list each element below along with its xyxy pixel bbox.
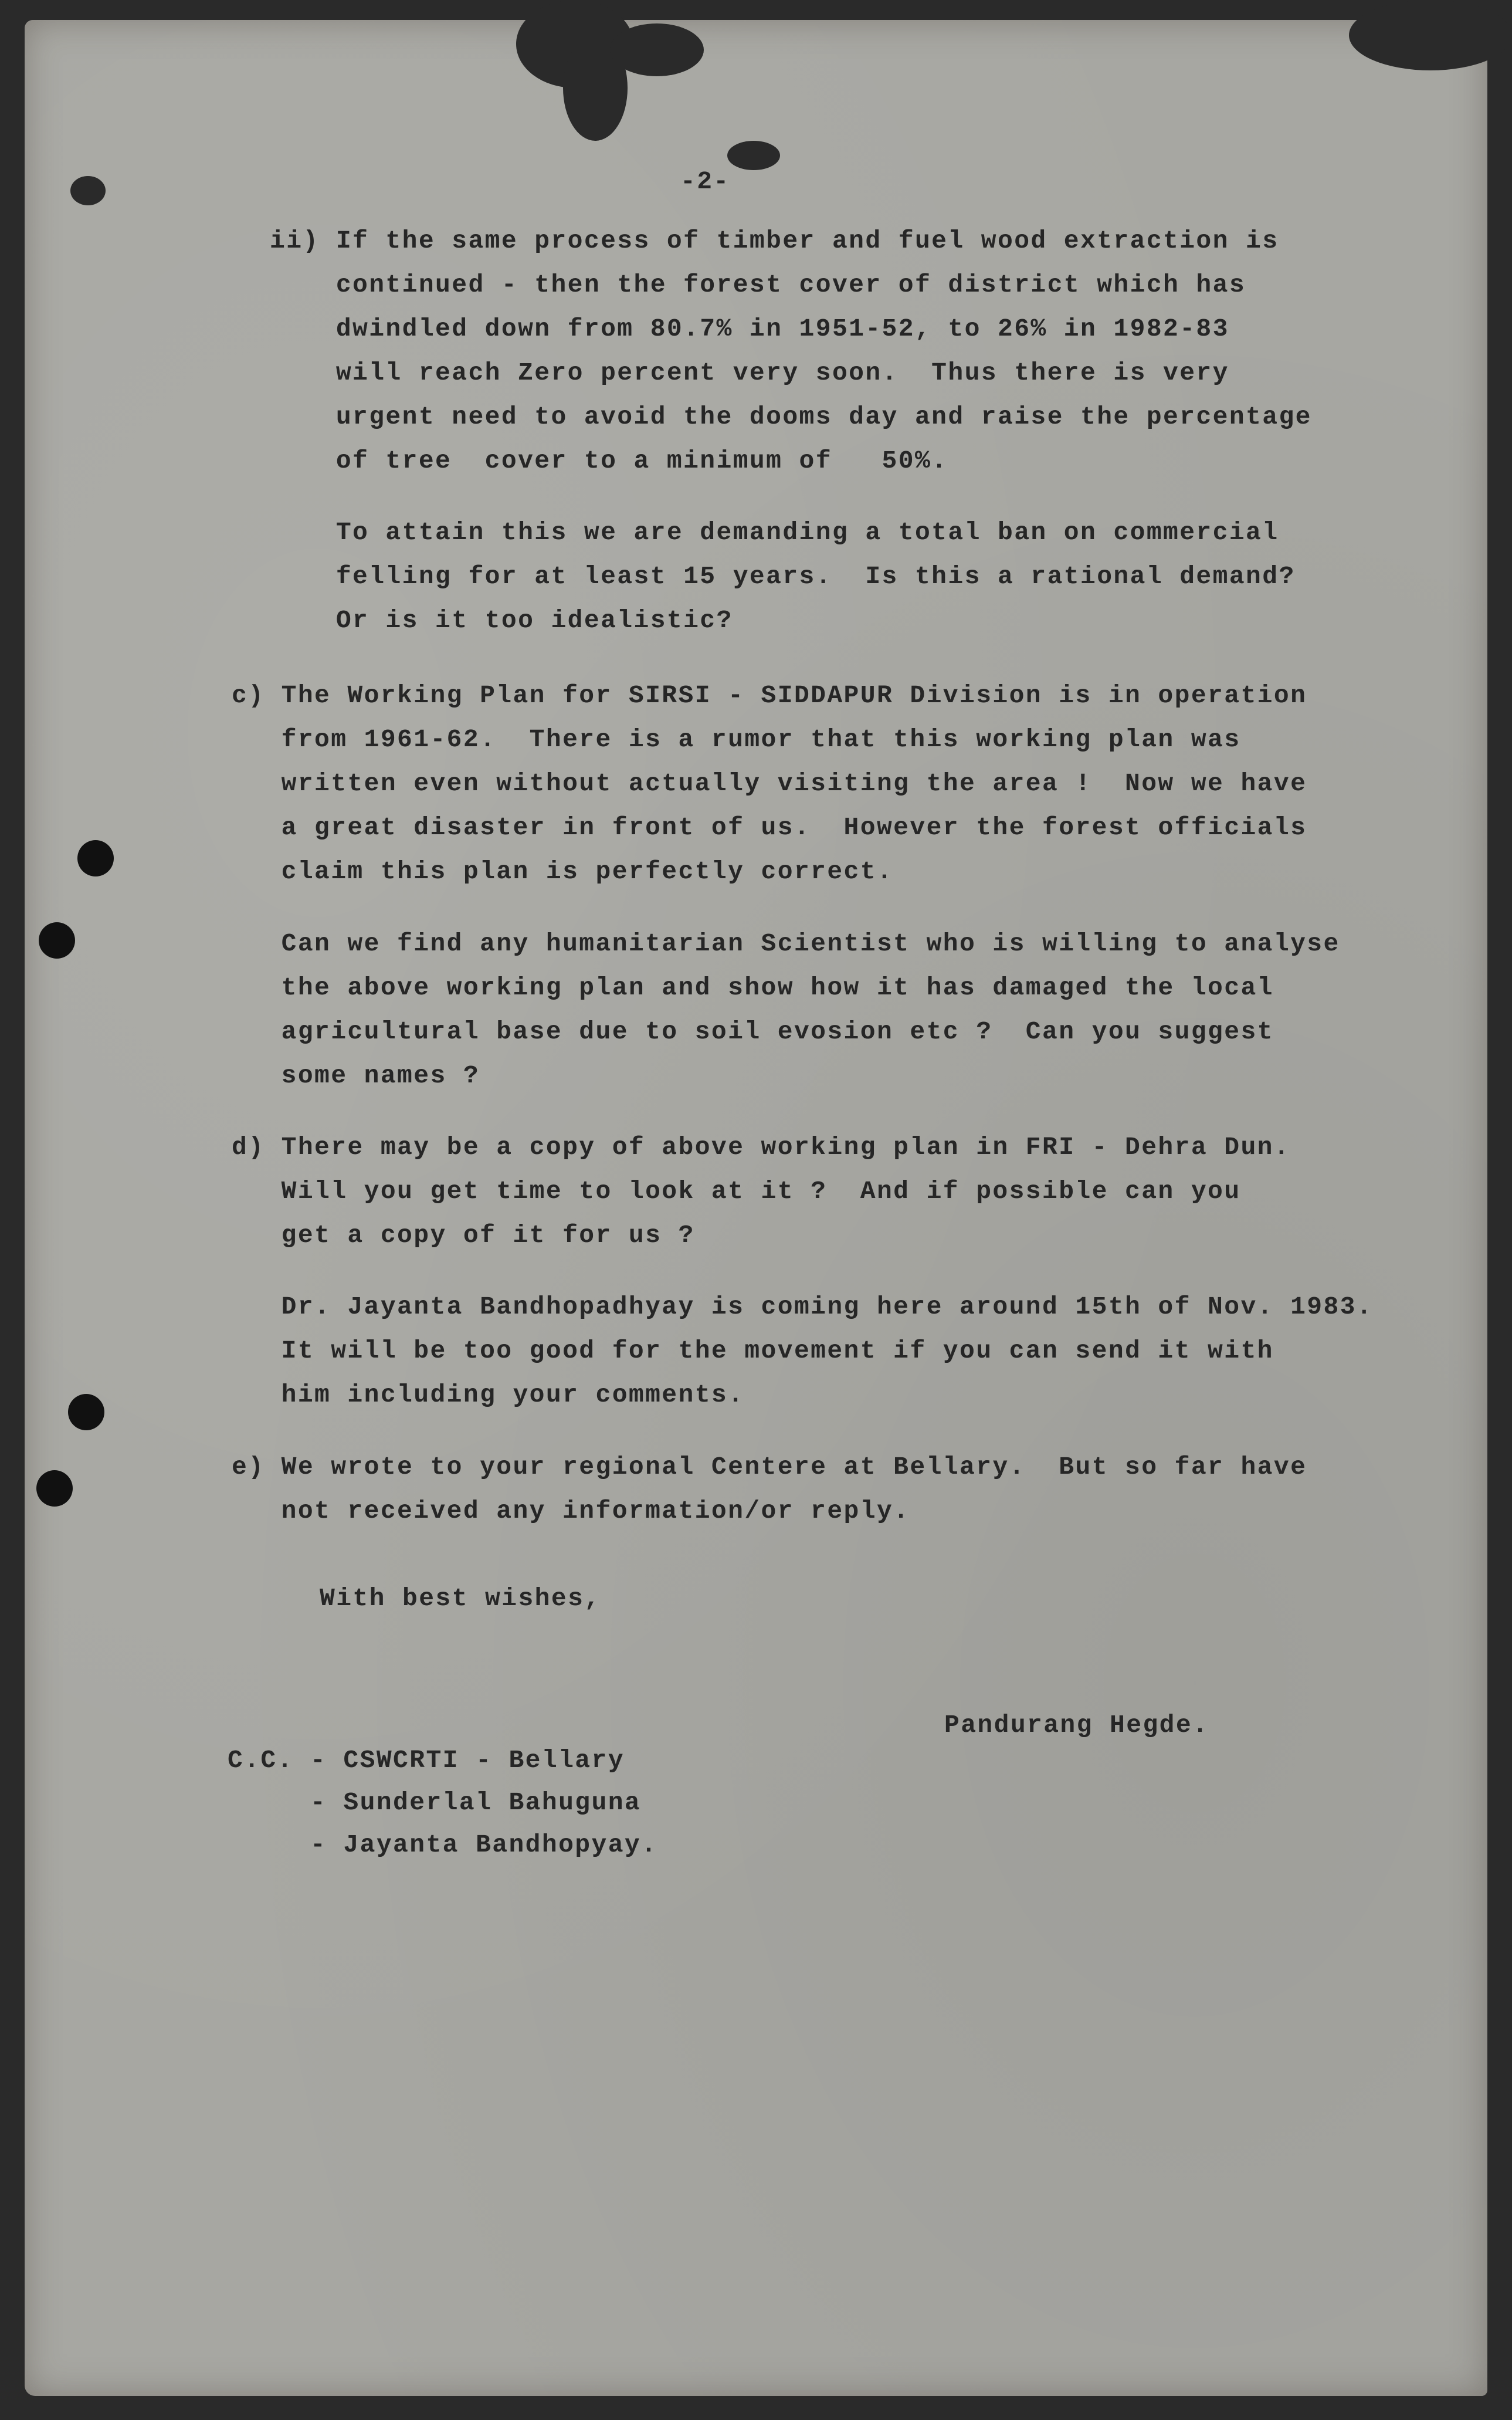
paragraph-line: claim this plan is perfectly correct. <box>232 857 894 886</box>
paragraph-line: some names ? <box>232 1061 480 1090</box>
paragraph-line: Will you get time to look at it ? And if possible can you <box>232 1177 1241 1206</box>
punch-hole <box>77 840 114 876</box>
paragraph-line: urgent need to avoid the dooms day and raise the percentage <box>270 402 1312 431</box>
paragraph-line: felling for at least 15 years. Is this a rational demand? <box>270 562 1296 591</box>
paragraph-line: of tree cover to a minimum of 50%. <box>270 446 948 475</box>
torn-edge <box>1349 0 1512 70</box>
paragraph-line: from 1961-62. There is a rumor that this working plan was <box>232 725 1241 754</box>
torn-edge <box>70 176 106 205</box>
paragraph-line: To attain this we are demanding a total ban on commercial <box>270 518 1279 547</box>
punch-hole <box>36 1470 73 1507</box>
paragraph-line: Dr. Jayanta Bandhopadhyay is coming here around 15th of Nov. 1983. <box>232 1292 1374 1321</box>
paragraph-line: Or is it too idealistic? <box>270 606 733 635</box>
paragraph-line: will reach Zero percent very soon. Thus there is very <box>270 358 1229 387</box>
punch-hole <box>39 922 75 959</box>
paragraph-line: him including your comments. <box>232 1380 745 1409</box>
paragraph-line: d) There may be a copy of above working plan in FRI - Dehra Dun. <box>232 1133 1291 1162</box>
closing-line: With best wishes, <box>320 1584 601 1613</box>
paragraph-line: the above working plan and show how it has damaged the local <box>232 973 1274 1002</box>
paragraph-line: written even without actually visiting the area ! Now we have <box>232 769 1307 798</box>
page-number: -2- <box>680 167 730 196</box>
paragraph-line: It will be too good for the movement if you can send it with <box>232 1336 1274 1365</box>
cc-line: - Jayanta Bandhopyay. <box>228 1830 658 1859</box>
paragraph-line: a great disaster in front of us. However the forest officials <box>232 813 1307 842</box>
torn-edge <box>727 141 780 170</box>
paragraph-line: not received any information/or reply. <box>232 1497 910 1525</box>
paragraph-line: continued - then the forest cover of district which has <box>270 270 1246 299</box>
signature-name: Pandurang Hegde. <box>944 1711 1209 1739</box>
paragraph-line: get a copy of it for us ? <box>232 1221 695 1250</box>
paragraph-line: ii) If the same process of timber and fuel wood extraction is <box>270 226 1279 255</box>
paragraph-line: dwindled down from 80.7% in 1951-52, to 26% in 1982-83 <box>270 314 1229 343</box>
paragraph-line: c) The Working Plan for SIRSI - SIDDAPUR Division is in operation <box>232 681 1307 710</box>
cc-line: - Sunderlal Bahuguna <box>228 1788 642 1817</box>
punch-hole <box>68 1394 104 1430</box>
paragraph-line: agricultural base due to soil evosion etc ? Can you suggest <box>232 1017 1274 1046</box>
torn-edge <box>610 23 704 76</box>
paragraph-line: Can we find any humanitarian Scientist who is willing to analyse <box>232 929 1340 958</box>
cc-line: C.C. - CSWCRTI - Bellary <box>228 1746 625 1775</box>
paragraph-line: e) We wrote to your regional Centere at Bellary. But so far have <box>232 1453 1307 1481</box>
